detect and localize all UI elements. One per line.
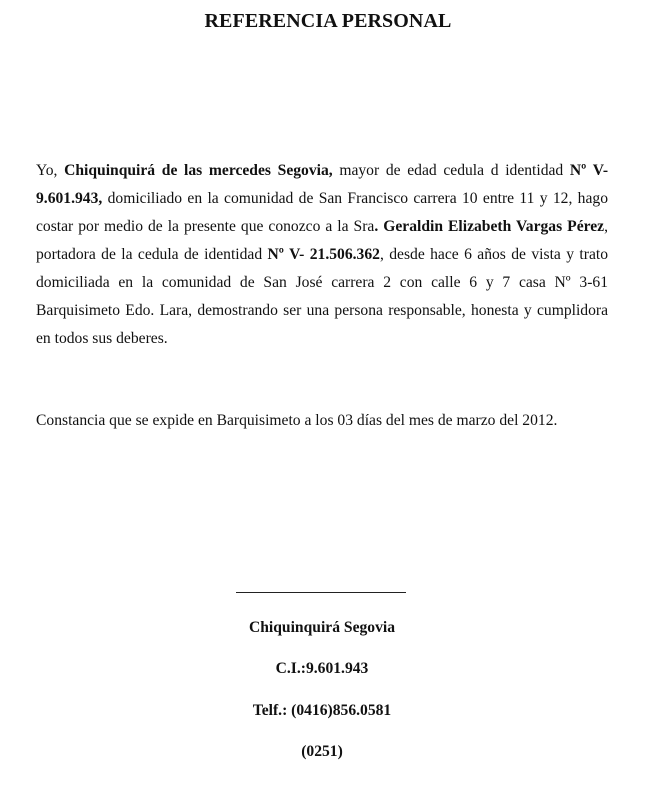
reference-paragraph bbox=[36, 157, 608, 353]
signature-line bbox=[236, 592, 406, 593]
referenced-person-name: . Geraldin Elizabeth Vargas Pérez bbox=[374, 218, 605, 235]
document-title: REFERENCIA PERSONAL bbox=[204, 10, 452, 32]
text-segment: , desde hace 6 años de vista y trato domiciliada en la comunidad de San José carrera 2 con calle 6 y 7 casa Nº 3-61 Barquisimeto Edo. Lara, demostrando ser una persona responsable, honesta y cumplidora en todos sus deberes. bbox=[36, 246, 608, 347]
signer-phone: Telf.: (0416)856.0581 bbox=[252, 702, 392, 719]
text-segment: Yo, bbox=[36, 162, 65, 179]
signer-name: Chiquinquirá Segovia bbox=[248, 619, 396, 636]
signer-ci: C.I.:9.601.943 bbox=[275, 660, 369, 677]
text-segment: , portadora de la cedula de identidad bbox=[36, 218, 608, 263]
referenced-person-id: Nº V- 21.506.362 bbox=[267, 246, 380, 263]
closing-statement: Constancia que se expide en Barquisimeto a los 03 días del mes de marzo del 2012. bbox=[36, 412, 558, 429]
referee-name: Chiquinquirá de las mercedes Segovia, bbox=[64, 162, 333, 179]
signer-area-code: (0251) bbox=[301, 743, 343, 760]
text-segment: mayor de edad cedula d identidad bbox=[332, 162, 570, 179]
text-segment: domiciliado en la comunidad de San Francisco carrera 10 entre 11 y 12, hago costar por medio de la presente que conozco a la Sra bbox=[36, 190, 608, 235]
referee-id: Nº V-9.601.943, bbox=[36, 162, 609, 207]
